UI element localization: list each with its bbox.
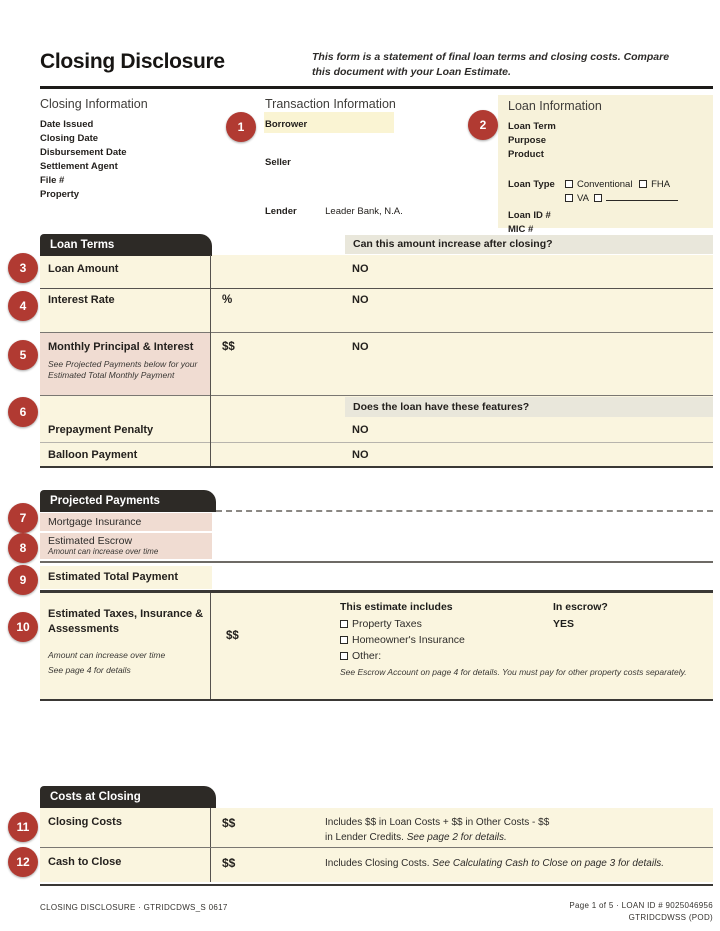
other-loan-type-blank[interactable] xyxy=(606,193,678,201)
loan-information-section xyxy=(508,99,708,237)
homeowners-insurance-row xyxy=(340,634,465,646)
interest-rate-unit: % xyxy=(222,294,233,306)
costs-bottom-rule xyxy=(40,884,713,886)
lender-value: Leader Bank, N.A. xyxy=(325,206,403,217)
footer-form-code: GTRIDCDWSS (POD) xyxy=(628,912,713,922)
closing-costs-desc-line2: in Lender Credits. xyxy=(325,831,407,843)
estimated-total-payment-label: Estimated Total Payment xyxy=(48,571,178,583)
property-taxes-checkbox-icon[interactable] xyxy=(340,620,348,628)
other-label: Other: xyxy=(352,650,382,662)
estimated-taxes-amount: $$ xyxy=(226,630,239,642)
closing-information-heading: Closing Information xyxy=(40,97,148,111)
column-divider xyxy=(210,808,211,882)
annotation-marker-3: 3 xyxy=(8,253,38,283)
estimated-taxes-note2: See page 4 for details xyxy=(48,665,131,675)
closing-costs-desc-reference: See page 2 for details. xyxy=(406,831,507,843)
loan-type-option-va: VA xyxy=(577,193,589,204)
annotation-marker-6: 6 xyxy=(8,397,38,427)
estimated-escrow-row xyxy=(40,533,212,559)
prepayment-penalty-answer: NO xyxy=(352,424,369,436)
transaction-information-heading: Transaction Information xyxy=(265,97,396,111)
footer-left: CLOSING DISCLOSURE · GTRIDCDWS_S 0617 xyxy=(40,903,228,912)
cash-to-close-label: Cash to Close xyxy=(48,856,122,868)
other-loan-type-checkbox-icon[interactable] xyxy=(594,194,602,202)
projected-payments-tab: Projected Payments xyxy=(40,490,216,512)
estimated-taxes-note1: Amount can increase over time xyxy=(48,650,166,660)
loan-type-option-conventional: Conventional xyxy=(577,179,633,190)
seller-label: Seller xyxy=(265,157,291,168)
cash-to-close-amount: $$ xyxy=(222,856,236,870)
loan-term-label: Loan Term xyxy=(508,121,556,132)
dashed-divider xyxy=(216,510,713,512)
annotation-marker-4: 4 xyxy=(8,291,38,321)
footer-right xyxy=(569,900,713,923)
loan-type-label: Loan Type xyxy=(508,179,555,190)
estimate-includes-header: This estimate includes xyxy=(340,601,453,613)
balloon-payment-answer: NO xyxy=(352,449,369,461)
page-title: Closing Disclosure xyxy=(40,50,225,73)
increase-after-closing-header: Can this amount increase after closing? xyxy=(345,235,713,254)
annotation-marker-12: 12 xyxy=(8,847,38,877)
annotation-marker-8: 8 xyxy=(8,533,38,563)
fha-checkbox-icon[interactable] xyxy=(639,180,647,188)
in-escrow-value: YES xyxy=(553,618,575,630)
form-intro-text: This form is a statement of final loan terms and closing costs. Compare this document with your Loan Estimate. xyxy=(312,51,670,78)
interest-rate-answer: NO xyxy=(352,294,369,306)
other-checkbox-icon[interactable] xyxy=(340,652,348,660)
row-divider xyxy=(40,395,713,396)
annotation-marker-11: 11 xyxy=(8,812,38,842)
annotation-marker-5: 5 xyxy=(8,340,38,370)
property-taxes-label: Property Taxes xyxy=(352,618,422,630)
taxes-bottom-rule xyxy=(40,699,713,701)
section-divider xyxy=(40,561,713,563)
cash-to-close-desc-reference: See Calculating Cash to Close on page 3 for details. xyxy=(432,858,665,869)
transaction-information-section xyxy=(265,97,485,219)
loan-terms-bottom-rule xyxy=(40,466,713,468)
loan-id-label: Loan ID # xyxy=(508,210,551,221)
estimated-escrow-label: Estimated Escrow xyxy=(48,535,133,547)
loan-information-heading: Loan Information xyxy=(508,99,602,113)
borrower-label: Borrower xyxy=(265,119,308,130)
monthly-pi-label: Monthly Principal & Interest xyxy=(48,341,194,353)
closing-costs-label: Closing Costs xyxy=(48,816,122,828)
closing-info-label: Date Issued xyxy=(40,119,94,130)
homeowners-insurance-label: Homeowner's Insurance xyxy=(352,634,465,646)
cash-to-close-description xyxy=(325,858,710,869)
monthly-pi-answer: NO xyxy=(352,341,369,353)
loan-terms-tab: Loan Terms xyxy=(40,234,212,256)
lender-label: Lender xyxy=(265,206,297,217)
estimated-total-payment-row xyxy=(40,566,212,589)
monthly-pi-note: See Projected Payments below for your Estimated Total Monthly Payment xyxy=(48,359,198,381)
closing-costs-description xyxy=(325,816,705,845)
homeowners-insurance-checkbox-icon[interactable] xyxy=(340,636,348,644)
closing-info-label: File # xyxy=(40,175,65,186)
loan-type-option-fha: FHA xyxy=(651,179,671,190)
costs-at-closing-tab: Costs at Closing xyxy=(40,786,216,808)
footer-page-loanid: Page 1 of 5 · LOAN ID # 9025046956 xyxy=(569,901,713,910)
property-taxes-row xyxy=(340,618,422,630)
row-divider xyxy=(40,442,713,443)
annotation-marker-1: 1 xyxy=(226,112,256,142)
closing-info-label: Property xyxy=(40,189,80,200)
mortgage-insurance-row: Mortgage Insurance xyxy=(40,513,212,531)
mic-label: MIC # xyxy=(508,224,534,235)
column-divider xyxy=(210,255,211,467)
lender-row xyxy=(265,201,485,219)
balloon-payment-label: Balloon Payment xyxy=(48,449,138,461)
closing-costs-desc-line1: Includes $$ in Loan Costs + $$ in Other Costs - $$ xyxy=(325,817,550,828)
annotation-marker-9: 9 xyxy=(8,565,38,595)
closing-costs-amount: $$ xyxy=(222,816,236,830)
row-divider xyxy=(40,847,713,848)
loan-type-row xyxy=(508,178,708,206)
column-divider xyxy=(210,593,211,699)
estimated-escrow-note: Amount can increase over time xyxy=(48,547,159,556)
loan-amount-answer: NO xyxy=(352,263,369,275)
other-estimate-row xyxy=(340,650,381,662)
loan-amount-label: Loan Amount xyxy=(48,263,119,275)
cash-to-close-desc: Includes Closing Costs. xyxy=(325,858,433,869)
closing-info-label: Disbursement Date xyxy=(40,147,127,158)
monthly-pi-unit: $$ xyxy=(222,341,235,353)
loan-type-options xyxy=(565,178,678,206)
estimated-taxes-label: Estimated Taxes, Insurance & Assessments xyxy=(48,608,204,635)
header-divider xyxy=(40,86,713,89)
in-escrow-header: In escrow? xyxy=(553,601,608,613)
product-label: Product xyxy=(508,149,544,160)
row-divider xyxy=(40,288,713,289)
closing-information-section xyxy=(40,97,250,202)
escrow-footnote: See Escrow Account on page 4 for details. You must pay for other property costs separately. xyxy=(340,667,687,677)
annotation-marker-10: 10 xyxy=(8,612,38,642)
annotation-marker-7: 7 xyxy=(8,503,38,533)
loan-features-header: Does the loan have these features? xyxy=(345,397,713,417)
va-checkbox-icon[interactable] xyxy=(565,194,573,202)
interest-rate-label: Interest Rate xyxy=(48,294,115,306)
closing-info-label: Settlement Agent xyxy=(40,161,118,172)
purpose-label: Purpose xyxy=(508,135,547,146)
prepayment-penalty-label: Prepayment Penalty xyxy=(48,424,154,436)
conventional-checkbox-icon[interactable] xyxy=(565,180,573,188)
closing-info-label: Closing Date xyxy=(40,133,99,144)
annotation-marker-2: 2 xyxy=(468,110,498,140)
